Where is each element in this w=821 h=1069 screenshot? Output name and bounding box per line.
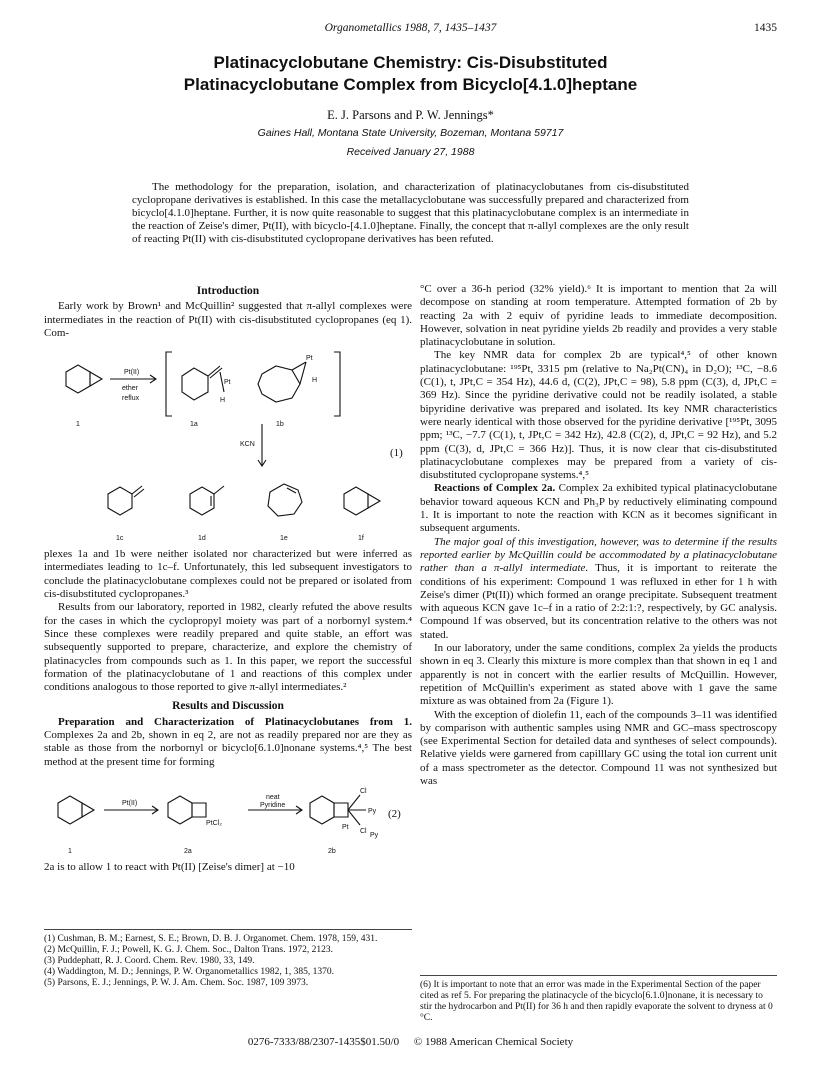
intro-paragraph-2: plexes 1a and 1b were neither isolated nor characterized but were inferred as intermediates leading to 1c–f. Unfortunately, this led subsequent investigators to conclude the platinacyclobutane complexes could not be prepared or isolated from cis-disubstituted cyclopropanes.³: [44, 548, 412, 601]
right-paragraph-4: Thus, it is important to reiterate the conditions of his experiment: Compound 1 was refluxed in ether for 1 h with Zeise's dimer (Pt(II)) which formed an orange precipitate. Subsequent treatment with aqueous KCN gave 1c–f in a ratio of 2:2:1:?, respectively, by GC analysis. Compound 1f was observed, but its concentration relative to the others was not stated.: [420, 562, 777, 641]
right-paragraph-3: Complex 2a exhibited typical platinacyclobutane behavior toward aqueous KCN and Ph₃P by reductively eliminating compound 1. It is important to note the reaction with KCN as it becomes significant in subsequent arguments.: [420, 482, 778, 535]
scheme-equation-2: [44, 773, 412, 859]
label-1f: 1f: [358, 535, 364, 543]
ptcl2-label: PtCl₂: [206, 819, 222, 827]
label-1: 1: [76, 421, 80, 429]
label-1c: 1c: [116, 535, 124, 543]
intro-paragraph-3: Results from our laboratory, reported in 1982, clearly refuted the above results for the cases in which the cyclopropyl moiety was part of a norbornyl system.⁴ Since these complexes were readily prepared and quite stable, an effort was subsequently supported to prepare, characterize, and explore the chemistry of platinacycles from compounds such as 1. In this paper, we report the successful formation of the platinacyclobutane of 1 and reactions of this complex under conditions analogous to those reported to give π-allyl intermediates.²: [44, 601, 412, 694]
solvent-reflux: reflux: [122, 395, 140, 403]
introduction-heading: Introduction: [196, 285, 260, 297]
scheme-equation-1: [44, 344, 412, 544]
references: [44, 929, 412, 989]
right-paragraph-4-italic: The major goal of this investigation, however, was to determine if the results reported earlier by McQuillin could be accommodated by a platinacyclobutane rather than a π-allyl intermediate.: [420, 535, 777, 575]
label-1-eq2: 1: [68, 847, 72, 855]
label-1a: 1a: [190, 421, 198, 429]
abstract: The methodology for the preparation, isolation, and characterization of platinacyclobutanes from cis-disubstituted cyclopropane derivatives is established. In this case the metallacyclobutane was successfully prepared and characterized from bicyclo[4.1.0]heptane. Further, it is now quite reasonable to suggest that this platinacyclobutane complex is an intermediate in the reaction of Zeise's dimer, Pt(II), with bicyclo-[4.1.0]heptane. Finally, the concept that π-allyl complexes are the only result of reacting Pt(II) with cis-disubstituted cyclopropane derivatives has been refuted.: [132, 181, 689, 245]
right-paragraph-1: °C over a 36-h period (32% yield).⁶ It is important to mention that 2a will decompose on standing at room temperature. Attempted formation of 2b by reacting 2a with 2 equiv of pyridine leads to immediate decomposition. However, solvation in neat pyridine yields 2b readily and provides a very stable platinacyclobutane in solution.: [420, 283, 777, 349]
reagent-pyridine: Pyridine: [260, 801, 286, 809]
bracket-left: [166, 352, 172, 416]
equation-number-1: (1): [390, 447, 403, 460]
compound-1e: [268, 484, 302, 516]
reference-2: (2) McQuillin, F. J.; Powell, K. G. J. Chem. Soc., Dalton Trans. 1972, 2123.: [44, 945, 333, 955]
footnote-6: (6) It is important to note that an error was made in the Experimental Section of the paper cited as ref 5. For preparing the platinacycle of the bicyclo[6.1.0]nonane, it is necessary to stir the hydrocarbon and Pt(II) for 36 h and then rapidly evaporate the solvent to dryness at 0 °C.: [420, 975, 777, 1024]
reagent-kcn: KCN: [240, 441, 255, 449]
compound-1f-ring: [344, 487, 368, 515]
page-number: 1435: [754, 22, 777, 34]
pt-label-1b: Pt: [306, 355, 313, 363]
page-header: [44, 22, 777, 38]
reference-5: (5) Parsons, E. J.; Jennings, P. W. J. Am. Chem. Soc. 1987, 109 3973.: [44, 978, 309, 988]
h-label-1a: H: [220, 397, 226, 405]
affiliation: Gaines Hall, Montana State University, Bozeman, Montana 59717: [257, 127, 564, 139]
prep-heading: Preparation and Characterization of Platinacyclobutanes from 1.: [58, 715, 412, 728]
prep-paragraph-2: 2a is to allow 1 to react with Pt(II) [Zeise's dimer] at −10: [44, 860, 295, 873]
compound-2a-metallacycle: [192, 803, 206, 817]
prep-paragraph: Complexes 2a and 2b, shown in eq 2, are not as readily prepared nor are they as stable as those from the norbornyl or bicyclo[6.1.0]nonane systems.⁴,⁵ The best method at the present time for forming: [44, 729, 412, 768]
label-2a: 2a: [184, 847, 192, 855]
compound-1-ring-eq2: [58, 796, 82, 824]
article-code: 0276-7333/88/2307-1435$01.50/0: [247, 1036, 400, 1048]
compound-1-cyclopropane-eq2: [82, 803, 94, 817]
title-line-1: Platinacyclobutane Chemistry: Cis-Disubstituted: [213, 53, 608, 72]
compound-1f-cyclopropane: [368, 494, 380, 508]
right-column: [420, 283, 777, 788]
py-label-bottom: Py: [370, 831, 379, 839]
right-paragraph-2: The key NMR data for complex 2b are typical⁴,⁵ of other known platinacyclobutane: ¹⁹⁵Pt, 3315 pm (relative to Na₂Pt(CN)₄ in D₂O); ¹³C, −8.6 (C(1), t, JPt,C = 354 Hz), 44.6 d, (C(2), JPt,C = 98), 5.8 ppm (C(3), d, JPt,C = 369 Hz). Since the pyridine derivative could not be readily isolated, a stable bipyridine derivative was prepared and isolated. Its key NMR characteristics were nearly identical with those observed for the pyridine derivative [¹⁹⁵Pt, 3095 ppm; ¹³C, −7.7 (C(1), t, JPt,C = 342 Hz), 42.8 (C(2), d, JPt,C = 92 Hz), and 5.2 ppm (C(3), d, JPt,C = 366 Hz)]. Thus, it is now clear that cis-disubstituted platinacyclobutane complexes may be prepared from a variety of cis-disubstituted cyclopropane systems.⁴,⁵: [420, 349, 777, 482]
results-heading: Results and Discussion: [172, 700, 284, 713]
label-1d: 1d: [198, 535, 206, 543]
compound-1b-ring: [258, 366, 300, 402]
label-1e: 1e: [280, 535, 288, 543]
article-title: [60, 52, 761, 96]
reference-1: (1) Cushman, B. M.; Earnest, S. E.; Brown, D. B. J. Organomet. Chem. 1978, 159, 431.: [44, 934, 378, 944]
journal-citation: Organometallics 1988, 7, 1435–1437: [324, 22, 497, 34]
label-1b: 1b: [276, 421, 284, 429]
pt-label-1a: Pt: [224, 379, 231, 387]
compound-2a-ring: [168, 796, 192, 824]
compound-2b-ring: [310, 796, 334, 824]
reagent-neat: neat: [266, 793, 280, 801]
received-date: Received January 27, 1988: [346, 146, 475, 158]
reagent-pt-ii: Pt(II): [124, 369, 140, 377]
compound-1c: [108, 487, 132, 515]
compound-1d: [190, 487, 214, 515]
label-2b: 2b: [328, 847, 336, 855]
left-column: [44, 283, 412, 874]
right-paragraph-6: With the exception of diolefin 11, each of the compounds 3–11 was identified by comparison with authentic samples using NMR and GC–mass spectroscopy (see Experimental Section for detailed data and syntheses of select compounds). Relative yields were garnered from capilllary GC using the total ion current unit of a mass spectrometer as the detector. Compound 11 was not synthesized but was: [420, 708, 777, 787]
copyright: © 1988 American Chemical Society: [413, 1036, 574, 1048]
solvent-ether: ether: [122, 385, 138, 393]
reference-3: (3) Puddephatt, R. J. Coord. Chem. Rev. 1980, 33, 149.: [44, 956, 255, 966]
py-label-right: Py: [368, 807, 377, 815]
compound-1a-ring: [182, 368, 208, 400]
authors: E. J. Parsons and P. W. Jennings*: [327, 108, 494, 122]
intro-paragraph-1: Early work by Brown¹ and McQuillin² suggested that π-allyl complexes were intermediates in the reaction of Pt(II) with cis-disubstituted cyclopropanes (eq 1). Com-: [44, 300, 412, 339]
compound-2b-metallacycle: [334, 803, 348, 817]
page-footer: [44, 1036, 777, 1048]
reagent-pt-ii-eq2: Pt(II): [122, 799, 138, 807]
reference-4: (4) Waddington, M. D.; Jennings, P. W. Organometallics 1982, 1, 385, 1370.: [44, 967, 334, 977]
reactions-heading: Reactions of Complex 2a.: [434, 482, 556, 495]
right-paragraph-5: In our laboratory, under the same conditions, complex 2a yields the products shown in eq 3. Clearly this mixture is more complex than that shown in eq 1 and apparently is not in concert with the earlier results of McQuillin. However, repetition of McQuillin's experiment as stated above with 1 gave the same mixture as was obtained from 2a (Figure 1).: [420, 642, 777, 708]
pt-label-2b: Pt: [342, 823, 349, 831]
h-label-1b: H: [312, 377, 318, 385]
bracket-right: [334, 352, 340, 416]
compound-1-ring: [66, 365, 90, 393]
title-line-2: Platinacyclobutane Complex from Bicyclo[4.1.0]heptane: [183, 75, 638, 94]
equation-number-2: (2): [388, 807, 401, 820]
compound-1-cyclopropane: [90, 372, 102, 386]
cl-label-top: Cl: [360, 787, 367, 795]
cl-label-bottom: Cl: [360, 827, 367, 835]
